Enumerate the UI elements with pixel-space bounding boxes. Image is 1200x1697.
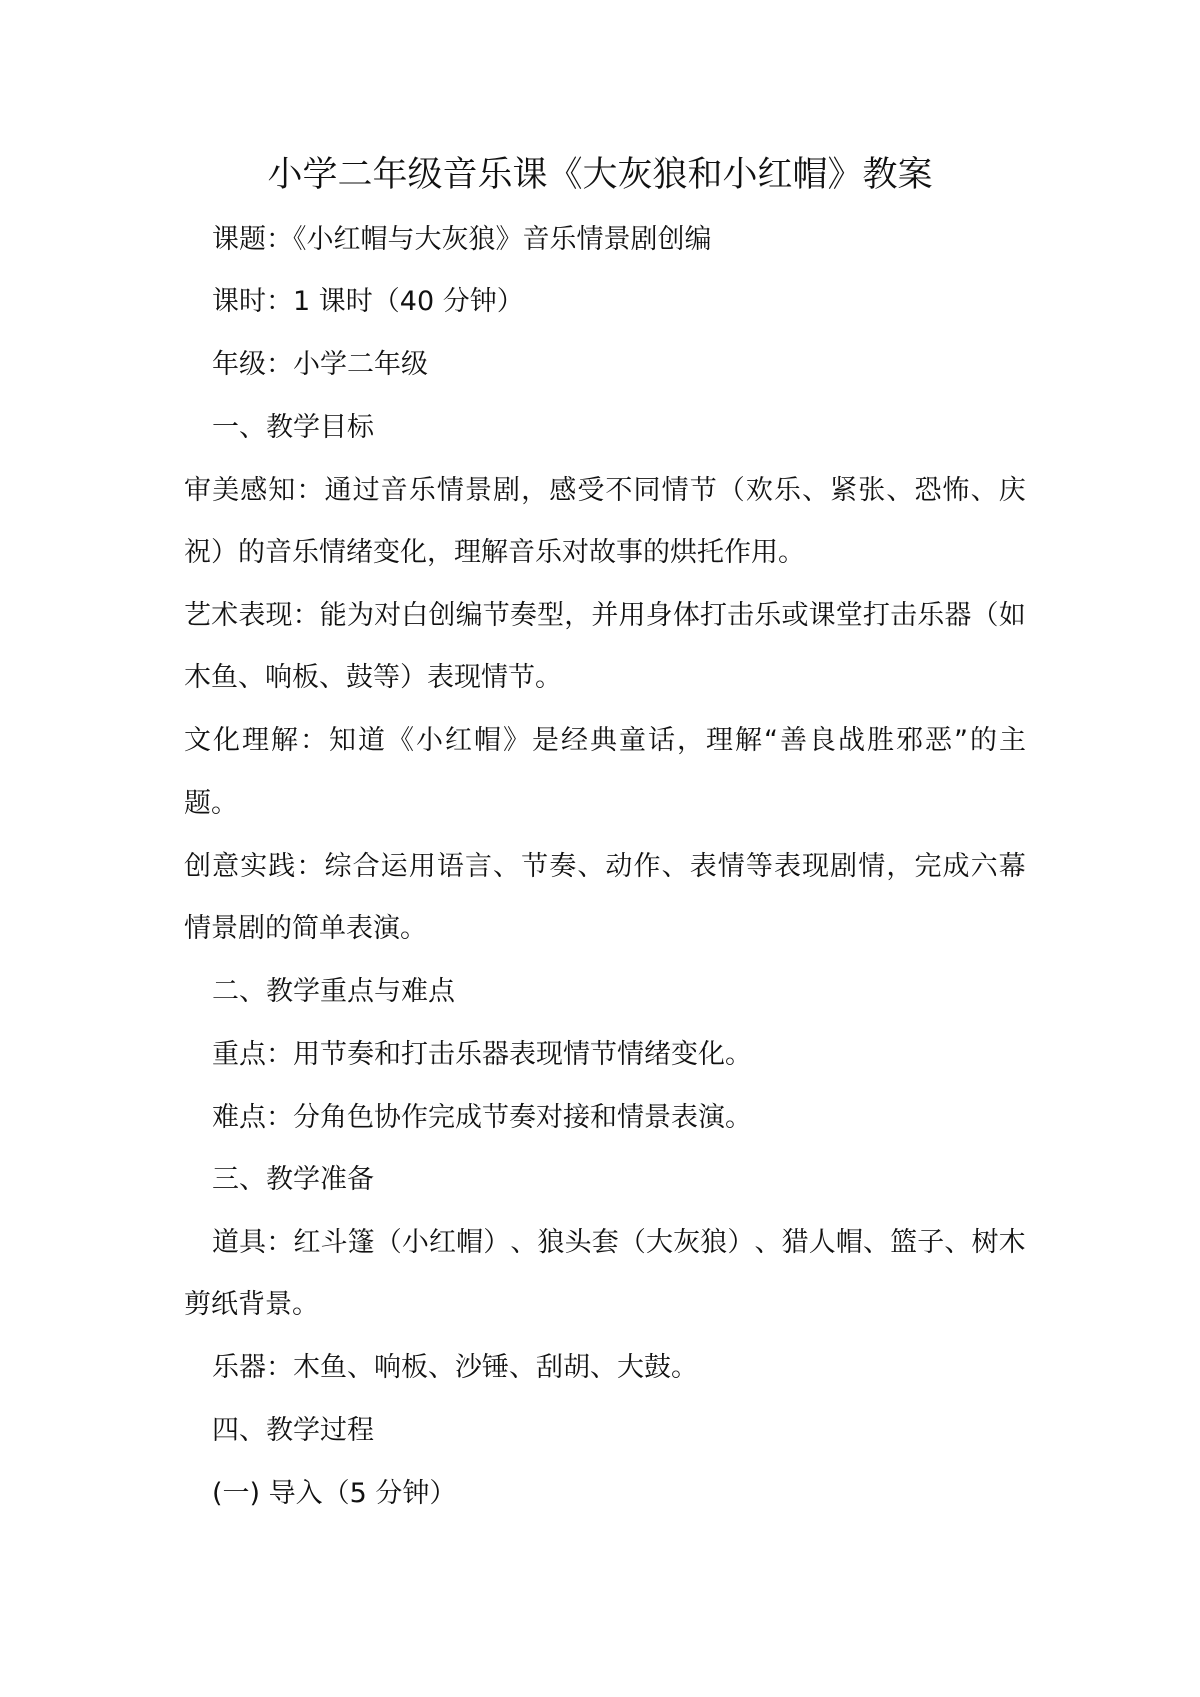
process-step-intro: (一) 导入（5 分钟）: [212, 1478, 457, 1509]
difficult-point: 难点：分角色协作完成节奏对接和情景表演。: [212, 1102, 752, 1133]
props-line-2: 剪纸背景。: [184, 1289, 319, 1320]
objective-expression-line-1: 艺 术 表 现 ： 能 为 对 白 创 编 节 奏 型 ， 并 用 身 体 打 击 乐 或 课 堂 打 击 乐 器 （ 如: [184, 600, 1026, 631]
section-heading-process: 四、教学过程: [212, 1415, 374, 1446]
objective-expression-line-2: 木鱼、响板、鼓等）表现情节。: [184, 662, 562, 693]
objective-culture-line-1: 文 化 理 解 ： 知 道 《 小 红 帽 》 是 经 典 童 话 ， 理 解 “ 善 良 战 胜 邪 恶 ” 的 主: [184, 725, 1026, 756]
objective-aesthetic-line-1: 审 美 感 知 ： 通 过 音 乐 情 景 剧 ， 感 受 不 同 情 节 （ 欢 乐 、 紧 张 、 恐 怖 、 庆: [184, 475, 1026, 506]
objective-aesthetic-line-2: 祝）的音乐情绪变化，理解音乐对故事的烘托作用。: [184, 537, 805, 568]
props-line-1: 道 具 ： 红 斗 篷 （ 小 红 帽 ） 、 狼 头 套 （ 大 灰 狼 ） 、 猎 人 帽 、 篮 子 、 树 木: [212, 1227, 1026, 1258]
section-heading-objectives: 一、教学目标: [212, 412, 374, 443]
instruments-line: 乐器：木鱼、响板、沙锤、刮胡、大鼓。: [212, 1352, 698, 1383]
section-heading-preparation: 三、教学准备: [212, 1164, 374, 1195]
key-point: 重点：用节奏和打击乐器表现情节情绪变化。: [212, 1039, 752, 1070]
document-title: 小学二年级音乐课《大灰狼和小红帽》教案: [267, 155, 933, 195]
objective-creativity-line-1: 创 意 实 践 ： 综 合 运 用 语 言 、 节 奏 、 动 作 、 表 情 等 表 现 剧 情 ， 完 成 六 幕: [184, 851, 1026, 882]
lesson-topic: 课题：《小红帽与大灰狼》音乐情景剧创编: [212, 224, 712, 255]
lesson-grade: 年级：小学二年级: [212, 349, 428, 380]
objective-culture-line-2: 题。: [184, 788, 238, 819]
objective-creativity-line-2: 情景剧的简单表演。: [184, 913, 427, 944]
section-heading-key-points: 二、教学重点与难点: [212, 976, 455, 1007]
lesson-duration: 课时：1 课时（40 分钟）: [212, 286, 524, 317]
